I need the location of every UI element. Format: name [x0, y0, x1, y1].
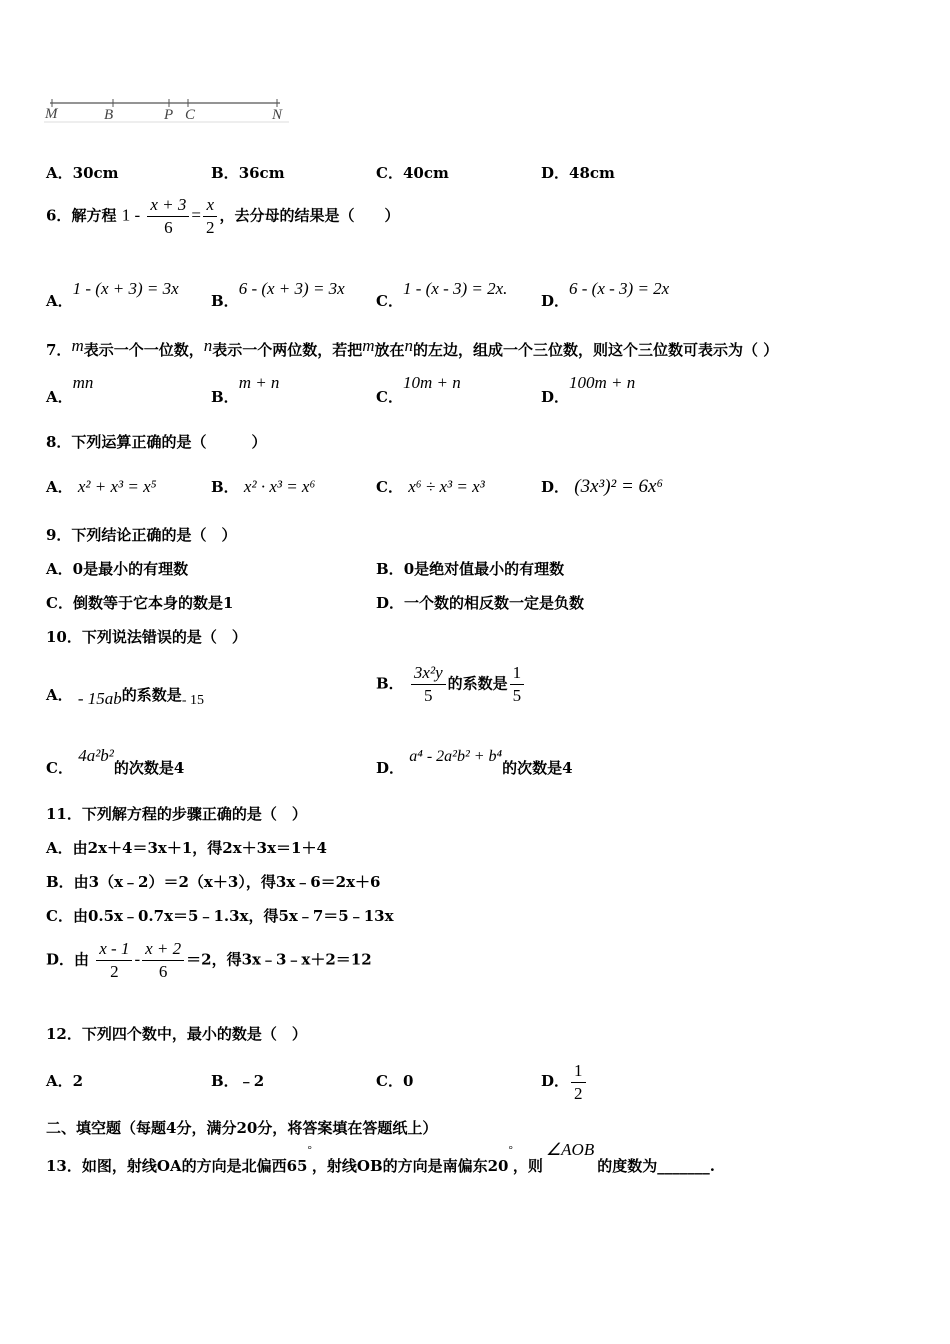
- point-label-p: P: [164, 107, 174, 123]
- q10-stem: 10．下列说法错误的是（ ）: [46, 628, 247, 646]
- q8-option-a: A． x² + x³ = x⁵: [46, 477, 157, 496]
- q10-option-a: A． - 15ab的系数是- 15: [46, 686, 204, 708]
- q7-option-b: B．m + n: [211, 373, 280, 406]
- section-title: 二、填空题（每题4分，满分20分，将答案填在答题纸上）: [46, 1119, 438, 1137]
- point-label-m: M: [45, 106, 58, 122]
- q8-option-d: D． (3x³)² = 6x⁶: [541, 476, 664, 497]
- q9-option-a: A．0是最小的有理数: [46, 560, 189, 578]
- q10-option-c: C． 4a²b²的次数是4: [46, 746, 185, 777]
- q12-option-a: A．2: [46, 1072, 84, 1090]
- q6-fraction-right: $\frac{x}{2}$: [203, 194, 218, 239]
- q9-option-b: B．0是绝对值最小的有理数: [376, 560, 565, 578]
- q10-b-fraction: $\frac{\text{3x²y}}{5}$: [411, 662, 446, 707]
- q12-stem: 12．下列四个数中，最小的数是（ ）: [46, 1025, 307, 1043]
- point-label-b: B: [104, 107, 114, 123]
- q6-stem: 6．解方程 1 - $\frac{x + 3}{6}$ = $\frac{x}{2}$ ，去分母的结果是（ ）: [46, 195, 400, 237]
- q7-option-c: C．10m + n: [376, 373, 461, 406]
- q13-stem: 13．如图，射线OA的方向是北偏西65°，射线OB的方向是南偏东20°，则∠AOB的度数为_______.: [46, 1140, 715, 1175]
- q11-option-d: D．由 $\frac{x - 1}{2}$ - $\frac{x + 2}{6}$ ＝2，得3x﹣3﹣x＋2＝12: [46, 939, 372, 981]
- q7-option-d: D．100m + n: [541, 373, 636, 406]
- q12-option-b: B．﹣2: [211, 1072, 265, 1090]
- q9-option-d: D．一个数的相反数一定是负数: [376, 594, 585, 612]
- q5-option-c: C．40cm: [376, 164, 449, 182]
- q6-option-d: D．6 - (x - 3) = 2x: [541, 279, 670, 310]
- q7-stem: 7．m表示一个一位数，n表示一个两位数，若把m放在n的左边，组成一个三位数，则这个三位数可表示为（ ）: [46, 336, 779, 359]
- q5-option-a: A．30cm: [46, 164, 119, 182]
- q10-b-value-fraction: $\frac{1}{5}$: [510, 662, 525, 707]
- q9-stem: 9．下列结论正确的是（ ）: [46, 526, 237, 544]
- q11-option-a: A．由2x＋4＝3x＋1，得2x＋3x＝1＋4: [46, 839, 327, 857]
- q6-option-c: C．1 - (x - 3) = 2x.: [376, 279, 508, 310]
- q10-option-d: D． a⁴ - 2a²b² + b⁴的次数是4: [376, 748, 573, 777]
- q7-option-a: A．mn: [46, 373, 94, 406]
- q11-d-fraction-2: $\frac{x + 2}{6}$: [142, 938, 184, 983]
- q8-stem: 8．下列运算正确的是（ ）: [46, 433, 267, 451]
- q5-option-d: D．48cm: [541, 164, 615, 182]
- q9-option-c: C．倒数等于它本身的数是1: [46, 594, 234, 612]
- q8-option-b: B． x² · x³ = x⁶: [211, 477, 316, 496]
- q12-option-d: D． $\frac{1}{2}$: [541, 1056, 588, 1105]
- point-label-n: N: [272, 107, 283, 123]
- q11-d-fraction-1: $\frac{x - 1}{2}$: [96, 938, 132, 983]
- q5-option-b: B．36cm: [211, 164, 285, 182]
- q6-option-b: B．6 - (x + 3) = 3x: [211, 279, 345, 310]
- q6-option-a: A．1 - (x + 3) = 3x: [46, 279, 179, 310]
- q12-d-fraction: $\frac{1}{2}$: [571, 1060, 586, 1105]
- q12-option-c: C．0: [376, 1072, 414, 1090]
- q10-option-b: B． $\frac{\text{3x²y}}{5}$ 的系数是 $\frac{1}{5}$: [376, 662, 526, 707]
- q11-stem: 11．下列解方程的步骤正确的是（ ）: [46, 805, 307, 823]
- q11-option-b: B．由3（x﹣2）＝2（x＋3），得3x﹣6＝2x＋6: [46, 873, 381, 891]
- point-label-c: C: [185, 107, 196, 123]
- q11-option-c: C．由0.5x﹣0.7x＝5﹣1.3x，得5x﹣7＝5﹣13x: [46, 907, 394, 925]
- q8-option-c: C． x⁶ ÷ x³ = x³: [376, 477, 485, 496]
- q6-fraction-left: $\frac{x + 3}{6}$: [147, 194, 189, 239]
